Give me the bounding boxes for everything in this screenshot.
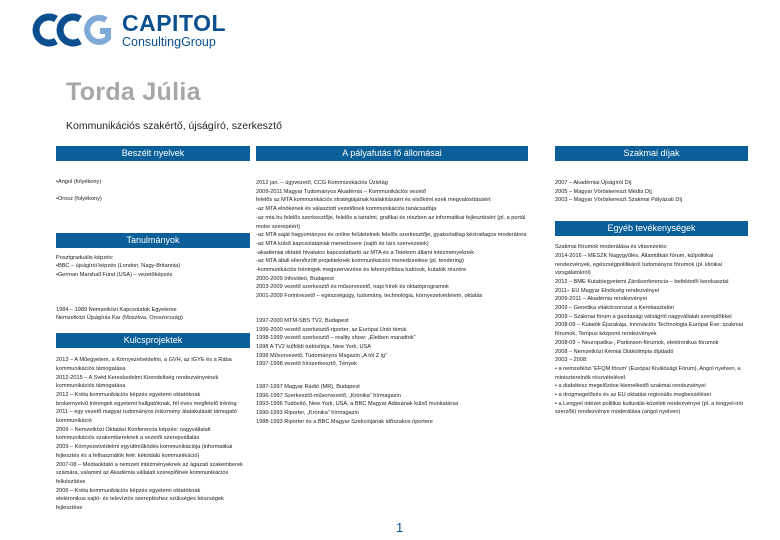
awards-text: 2007 – Akadémiai Újságírói Díj 2005 – Magyar Vöröskereszt Média Díj 2003 – Magyar Vöröskereszt Szakmai Pályázati Díj xyxy=(555,180,683,204)
ccg-logo-icon xyxy=(30,12,118,48)
company-logo xyxy=(30,9,227,49)
person-role: Kommunikációs szakértő, újságíró, szerkesztő xyxy=(66,120,282,132)
projects-header: Kulcsprojektek xyxy=(56,333,250,348)
studies-header: Tanulmányok xyxy=(56,233,250,248)
logo-subtitle-text: ConsultingGroup xyxy=(122,34,216,49)
career-block-2: 1997-2000 MTM-SBS TV2, Budapest 1999-2000 vezető szerkesztő-riporter, az Európai Unió témái 1998-1999 vezető szerkesztő – reality show: „Életben maradtok” 1998 A TV2 külföldi tudósítója, New York, USA 1998 Műsorvezető, Tudományos Magazin „A tól Z ig” 1997-1998 vezető hírszerkesztő, Tények xyxy=(256,317,416,368)
ccg-logo-mark xyxy=(30,12,118,48)
left-column xyxy=(56,146,250,513)
page-number: 1 xyxy=(396,520,404,535)
languages-list xyxy=(56,169,250,213)
language-item: •Angol (folyékony) xyxy=(56,178,102,185)
projects-text: 2013 – A Műegyetem, a Környezetvédelmi, a GVH, az IGYE és a Rába kommunikációs támogatása 2012-2015 – A Svéd Kereskedelmi Kirendeltség rendezvényeinek kommunikációs támogatása 2012 – Kréta kommunikációs képzés egyetemi oktatóknak brokernyelvű tréningek egyetemi hallgatóknak, fél éves megfelelő tréning 2011 – egy vezető magyar tudományos intézmény átalakulását támogató kommunikáció 2009 – Nemzetközi Oktatási Konferencia képzés: nagyvállalati kommunikációs szakembereknek a vezetői szerepvállalás 2009 – Környezetvédelmi együttműködés kommunikációja (informatikai fejlesztés és a felhasználók felé: kétoldalú kommunikáció) 2007-08 – Médiaoktató a nemzeti intézményeknek az ágazati szakemberek számára, valamint az Akadémia vállalati szereplőinek kommunikációs felkészítése 2006 – Kréta kommunikációs képzés egyetemi oktatóknak elektronikus sajtó- és televíziós szerepléshez szükséges készségek fejlesztése xyxy=(56,357,243,512)
studies-text: Posztgraduális képzés: •BBC – újságírói képzés (London, Nagy-Britannia) •German Marshall Fund (USA) – vezetőképzés 1984 – 1989 Nemzetközi Kapcsolatok Egyeteme Nemzetközi Újságírás Kar (Moszkva, Oroszország) xyxy=(56,254,183,322)
awards-header: Szakmai díjak xyxy=(555,146,748,161)
other-activities-text: Szakmai fórumok moderálása és vitavezetés: 2014-2016 – MESZK Nagygyűlés, Államtitkári fórum, külpolitikai rendezvények, egészségpolitikáról tudományos fórumok (pl. klinikai vizsgálatokról) 2012 – BME Kutatóegyetemi Zárókonferencia – befektetői kerekasztal 2011– EU Magyar Elnökség rendezvényei 2009-2011 – Akadémia rendezvényei 2009 – Genetika vitakörsorozat a Kerekasztalon 2009 – Szakmai fórum a gazdasági válságról nagyvállalati szereplőkkel 2008-09 – Kutatók Éjszakája, Innovációs Technológia Európai Éve: szakmai fórumok, Tempus központi rendezvények 2008-09 – Neuropatika-, Parkinson-fórumok, elektronikus fórumok 2008 – Nemzetközi Kémiai Diákolimpia díjátadó 2003 – 2008: • a nemzetközi 'EFQM fórum' (Európai Kiválósági Fórum), Angol nyelven, a miniszterelnök részvételével. • a diabétesz megelőzése kiemelkedő szakmai rendezvényei • a drogmegelőzés és az EU oktatási regionális megbeszélései • a Lengyel intézet politikai kulturális-közéleti rendezvényei (pl. a lengyel-irói szerzők) rendezvénye moderálása (angol nyelven) xyxy=(555,244,744,416)
other-activities-header: Egyéb tevékenységek xyxy=(555,221,748,236)
language-item: •Orosz (folyékony) xyxy=(56,196,102,203)
person-name: Torda Júlia xyxy=(66,78,201,106)
right-column xyxy=(555,146,748,417)
career-block-1: 2012 jan. – ügyvezető, CCG Kommunikációs Üzletág 2009-2011 Magyar Tudományos Akadémia – Kommunikációs vezető felelős az MTA kommunikációs stratégiájának kialakításáért és elsőként ezek megvalósításáért -az MTA elnökének és választott vezetőinek kommunikációs tanácsadója -az mta.hu felelős szerkesztője, felelős a tartalmi, grafikai és részben az informatikai fejlesztésért (pl. a portál motor szerepéért) -az MTA saját hagyományos és online felületeinek felelős szerkesztője, gyakorlatilag kéziratlagos moderátora -az MTA külső kapcsolatainak menedzsere (sajtó és társ szervezetek) -akadémiai oktatói hivatalos kapcsolattartó az MTA és a Telekom állami intézményeknek -az MTA általi ellenőrzött projekteknek kommunikációs menedzselése (pl. tendering) -kommunikációs tréningek megszervezése és lebonyolítása tudósok, kutatók részére 2000-2009 Infovideó, Budapest 2003-2009 vezető szerkesztő és műsorvezető, napi hírek és oktatóprogramok 2001-2009 Forintvezető – egészségügy, tudomány, technológia, környezetvédelem, oktatás xyxy=(256,180,527,300)
career-block-3: 1987-1997 Magyar Rádió (MR), Budapest 1996-1997 Szerkesztő-műsorvezető, „Krónika” hírmagazin 1993-1996 Tudósító, New York, USA, a BBC Magyar Adásának külső munkatársa 1990-1993 Riporter, „Krónika” hírmagazin 1988-1993 Riporter és a BBC Magyar Szekciójának időszakos riportere xyxy=(256,384,459,425)
languages-header: Beszélt nyelvek xyxy=(56,146,250,161)
career-header: A pályafutás fő állomásai xyxy=(256,146,528,161)
middle-column xyxy=(256,146,528,427)
logo-capitol-text: CAPITOL xyxy=(122,9,227,36)
